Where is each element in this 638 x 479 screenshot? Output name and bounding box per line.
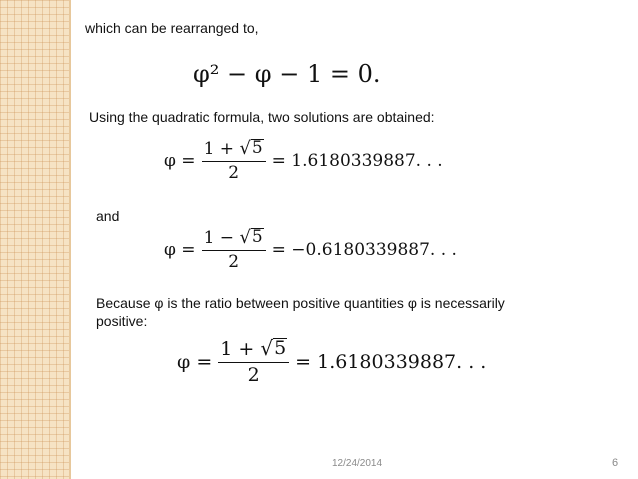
solution-2-numerator [202, 228, 266, 251]
solution-1-numerator [202, 139, 266, 162]
solution-1-sqrt [239, 139, 263, 158]
because-text-line-2: positive: [96, 313, 148, 329]
because-text-line-1: Because φ is the ratio between positive quantities φ is necessarily [96, 295, 505, 311]
solution-3-numerator-prefix: 1 + [220, 338, 261, 361]
solution-1-lhs: φ = [164, 151, 196, 171]
solution-1-rhs: = 1.6180339887. . . [271, 151, 443, 171]
solution-3-sqrt [260, 338, 287, 359]
solution-2-rhs: = −0.6180339887. . . [271, 240, 457, 260]
solution-3-rhs: = 1.6180339887. . . [295, 351, 487, 373]
solution-1-equation [164, 137, 443, 185]
solution-1-radicand: 5 [251, 138, 263, 159]
decorative-side-band [0, 0, 69, 479]
and-text: and [96, 208, 120, 224]
side-band-edge [69, 0, 71, 479]
solution-3-numerator [218, 338, 289, 363]
solution-2-numerator-prefix: 1 − [203, 228, 240, 249]
solution-1-denominator: 2 [228, 163, 240, 183]
solution-1-fraction [202, 139, 266, 182]
quadratic-formula-text: Using the quadratic formula, two solutions are obtained: [89, 109, 435, 125]
solution-3-lhs: φ = [177, 351, 213, 373]
solution-3-equation [177, 336, 486, 388]
page-number: 6 [612, 457, 619, 469]
solution-3-radicand: 5 [274, 337, 287, 360]
equation-rearranged: φ² − φ − 1 = 0. [193, 60, 381, 88]
solution-2-denominator: 2 [228, 252, 240, 272]
solution-3-fraction [218, 338, 289, 386]
solution-2-fraction [202, 228, 266, 271]
solution-2-sqrt [239, 228, 263, 247]
solution-2-equation [164, 226, 457, 274]
solution-2-lhs: φ = [164, 240, 196, 260]
sqrt-icon: √ [260, 336, 274, 361]
sqrt-icon: √ [239, 227, 251, 249]
solution-2-radicand: 5 [251, 227, 263, 248]
solution-3-denominator: 2 [247, 363, 260, 386]
footer-date: 12/24/2014 [332, 458, 383, 469]
intro-text: which can be rearranged to, [85, 20, 259, 36]
sqrt-icon: √ [239, 138, 251, 160]
solution-1-numerator-prefix: 1 + [203, 139, 240, 160]
